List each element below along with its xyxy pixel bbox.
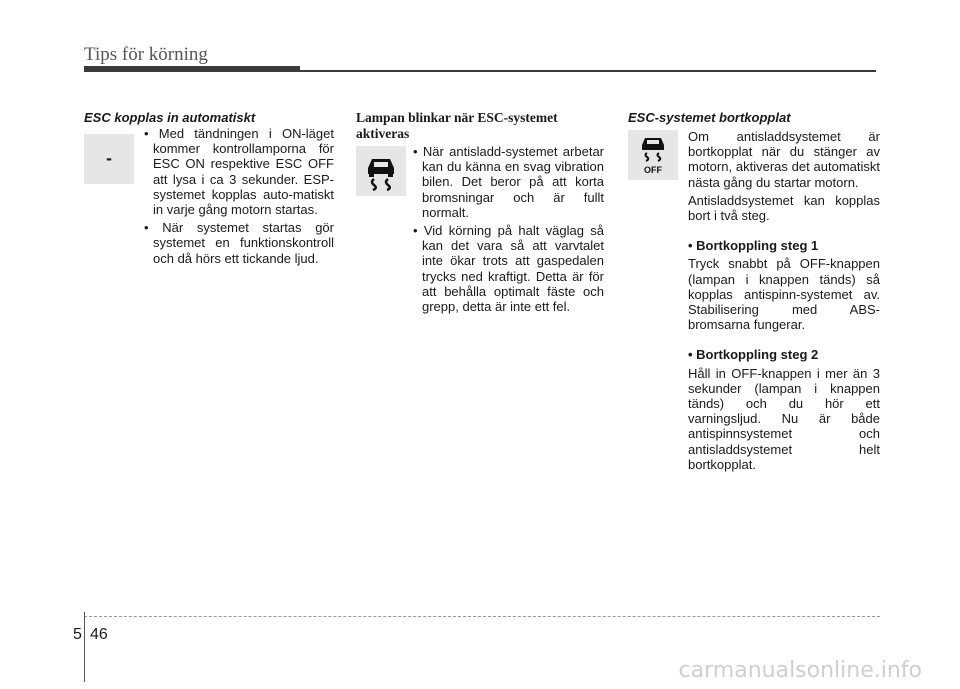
footer-dotted-rule bbox=[84, 616, 880, 617]
dash-indicator-box bbox=[84, 134, 134, 184]
header-rule-thick bbox=[84, 66, 300, 72]
watermark: carmanualsonline.info bbox=[678, 658, 922, 683]
step2-text: Håll in OFF-knappen i mer än 3 sekunder (lampan i knappen tänds) och du hör ett varningsljud. Nu är både antispinnsystemet och antisladdsystemet helt bortkopplat. bbox=[688, 365, 880, 472]
bullet-item: • Vid körning på halt väglag så kan det vara så att varvtalet inte ökar trots att gaspedalen trycks ned kraftigt. Detta är för att behålla optimalt fäste och grepp, detta är inte ett fel. bbox=[413, 223, 604, 315]
section-heading-esc-blink: Lampan blinkar när ESC-systemet aktiveras bbox=[356, 110, 558, 141]
esc-skid-icon-box bbox=[356, 146, 406, 196]
page-header-title: Tips för körning bbox=[84, 44, 208, 65]
page-number: 46 bbox=[90, 626, 108, 643]
section-heading-esc-auto: ESC kopplas in automatiskt bbox=[84, 110, 256, 125]
esc-off-icon bbox=[632, 134, 674, 176]
step1-title: • Bortkoppling steg 1 bbox=[688, 238, 819, 254]
esc-off-icon-box bbox=[628, 130, 678, 180]
paragraph: Om antisladdsystemet är bortkopplat när du stänger av motorn, aktiveras det automatiskt nästa gång du startar motorn. bbox=[688, 129, 880, 190]
column-esc-off bbox=[628, 110, 880, 472]
paragraph: Antisladdsystemet kan kopplas bort i två steg. bbox=[688, 192, 880, 224]
esc-off-label: OFF bbox=[644, 165, 662, 175]
step2-title: • Bortkoppling steg 2 bbox=[688, 347, 819, 363]
column-esc-auto bbox=[84, 110, 334, 266]
esc-blink-bullets bbox=[413, 144, 604, 317]
bullet-item: • När antisladd-systemet arbetar kan du känna en svag vibration bilen. Det beror på att korta bromsningar och är fullt normalt. bbox=[413, 144, 604, 220]
esc-auto-bullets bbox=[144, 126, 334, 269]
chapter-number: 5 bbox=[73, 626, 82, 643]
esc-off-text bbox=[688, 129, 880, 475]
column-esc-blink bbox=[356, 110, 608, 315]
section-heading-esc-off: ESC-systemet bortkopplat bbox=[628, 110, 791, 125]
step1-text: Tryck snabbt på OFF-knappen (lampan i knappen tänds) så kopplas antispinn-systemet av. Stabilisering med ABS-bromsarna fungerar. bbox=[688, 256, 880, 333]
spacer bbox=[688, 335, 880, 347]
spacer bbox=[688, 226, 880, 238]
bullet-item: • När systemet startas gör systemet en funktionskontroll och då hörs ett tickande ljud. bbox=[144, 220, 334, 266]
footer-vertical-rule bbox=[84, 612, 85, 682]
bullet-item: • Med tändningen i ON-läget kommer kontrollamporna för ESC ON respektive ESC OFF att lysa i ca 3 sekunder. ESP-systemet kopplas auto-matiskt in varje gång motorn startas. bbox=[144, 126, 334, 218]
dash-indicator-text: - bbox=[106, 148, 112, 169]
esc-skid-icon bbox=[361, 151, 401, 191]
header-rule-thin bbox=[300, 70, 876, 72]
